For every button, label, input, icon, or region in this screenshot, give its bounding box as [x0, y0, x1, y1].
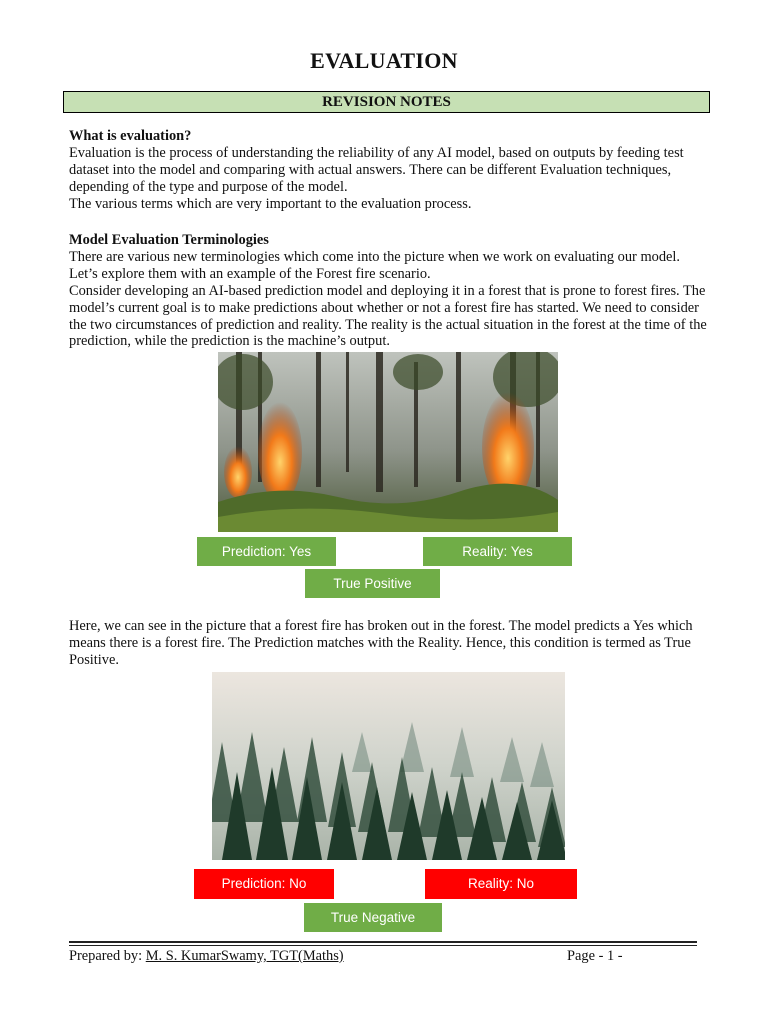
- reality-yes-label: Reality: Yes: [423, 537, 572, 566]
- section-model-evaluation-terminologies: [69, 232, 709, 350]
- footer-divider: [69, 941, 697, 943]
- section-what-is-evaluation: [69, 128, 709, 213]
- paragraph: Here, we can see in the picture that a forest fire has broken out in the forest. The model predicts a Yes which means there is a forest fire. The Prediction matches with the Reality. Hence, this condition is termed as True Positive.: [69, 618, 693, 668]
- paragraph: The various terms which are very important to the evaluation process.: [69, 195, 472, 212]
- prepared-by-label: Prepared by:: [69, 948, 146, 964]
- paragraph: Evaluation is the process of understanding the reliability of any AI model, based on outputs by feeding test dataset into the model and comparing with actual answers. There can be different Evaluation techniques, depending of the type and purpose of the model.: [69, 144, 684, 195]
- prediction-no-label: Prediction: No: [194, 869, 334, 899]
- misty-forest-photo: [212, 672, 565, 860]
- footer-divider-thin: [69, 945, 697, 946]
- page-number: Page - 1 -: [567, 948, 623, 964]
- reality-no-label: Reality: No: [425, 869, 577, 899]
- paragraph: Consider developing an AI-based prediction model and deploying it in a forest that is prone to forest fires. The model’s current goal is to make predictions about whether or not a forest fire has started. We need to consider the two circumstances of prediction and reality. The reality is the actual situation in the forest at the time of the prediction, while the prediction is the machine’s output.: [69, 282, 707, 350]
- footer-prepared-by: [69, 948, 344, 965]
- document-title: EVALUATION: [310, 48, 458, 73]
- author-name: M. S. KumarSwamy, TGT(Maths): [145, 948, 344, 964]
- paragraph: There are various new terminologies which come into the picture when we work on evaluating our model. Let’s explore them with an example of the Forest fire scenario.: [69, 248, 681, 282]
- forest-fire-photo: [218, 352, 558, 532]
- explanation-paragraph: [69, 618, 709, 669]
- true-positive-label: True Positive: [305, 569, 440, 598]
- section-heading: What is evaluation?: [69, 128, 192, 144]
- revision-notes-banner: REVISION NOTES: [63, 91, 710, 113]
- true-negative-label: True Negative: [304, 903, 442, 932]
- prediction-yes-label: Prediction: Yes: [197, 537, 336, 566]
- section-heading: Model Evaluation Terminologies: [69, 232, 269, 248]
